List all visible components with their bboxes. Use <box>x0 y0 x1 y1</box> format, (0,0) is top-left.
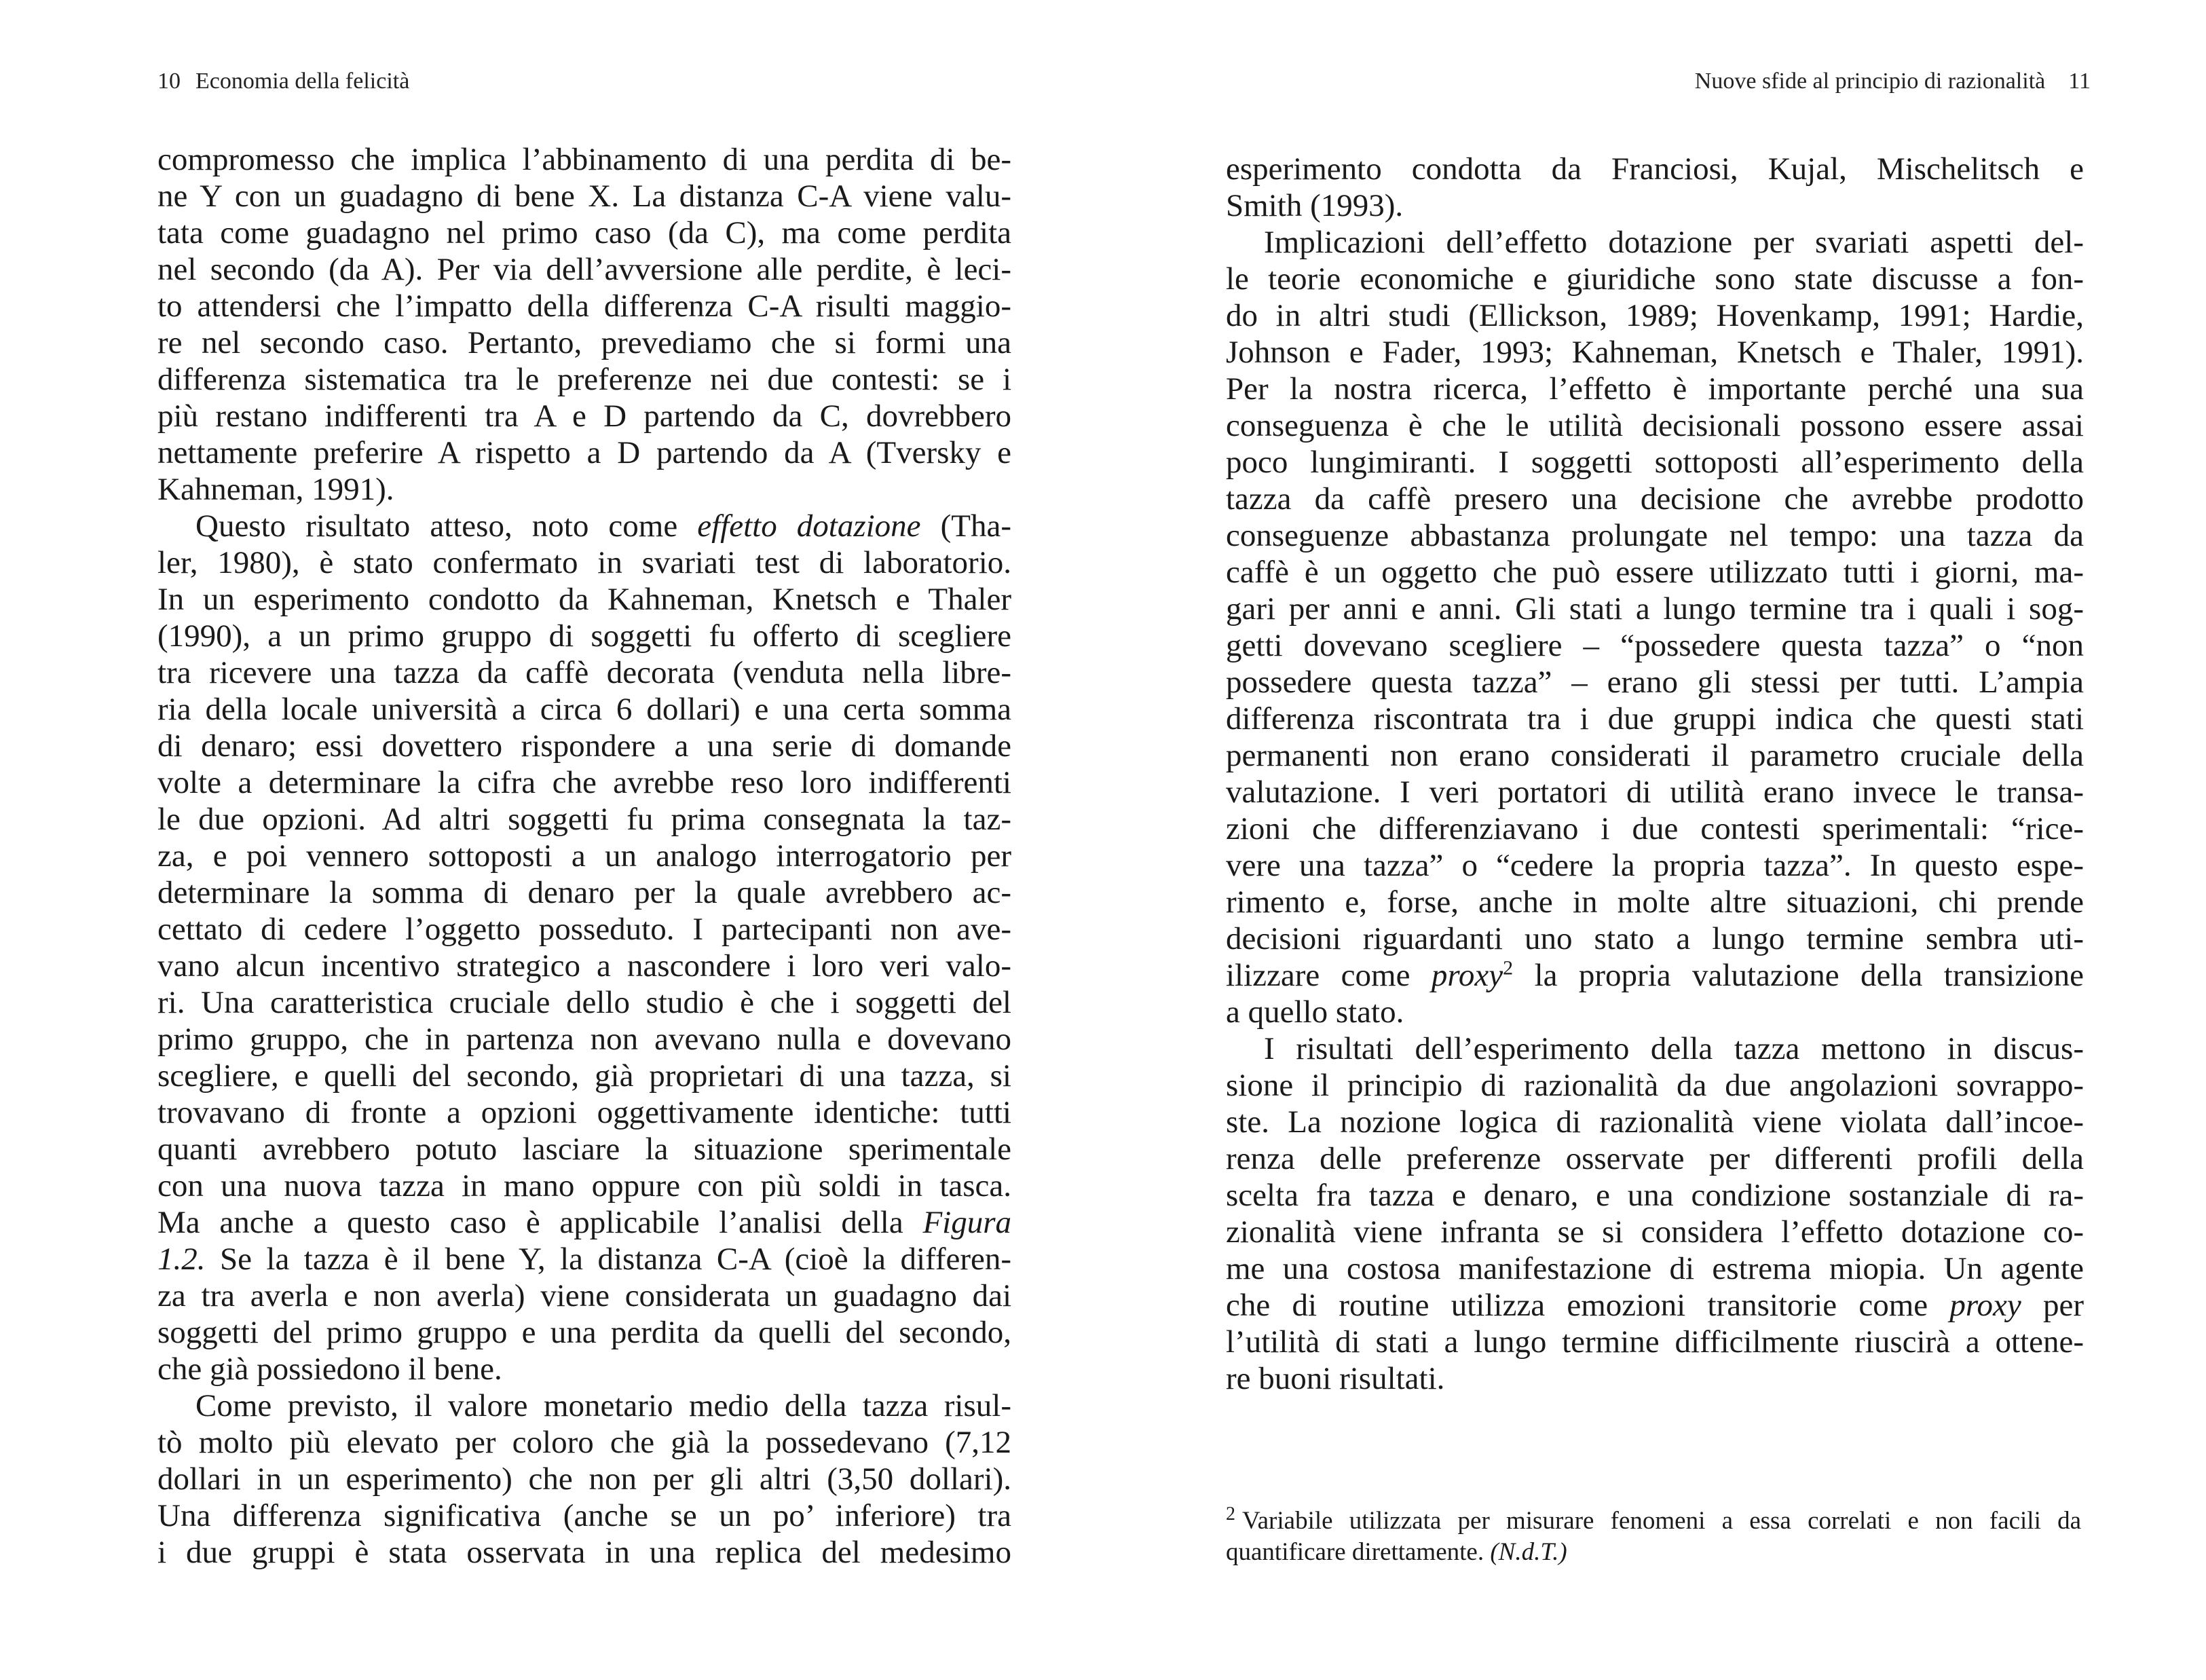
text-line: valutazione. I veri portatori di utilità erano invece le transa- <box>1226 774 2084 810</box>
translator-note: (N.d.T.) <box>1490 1538 1567 1566</box>
footnote-line <box>1226 1503 2081 1537</box>
text-line: renza delle preferenze osservate per differenti profili della <box>1226 1141 2084 1176</box>
text-line: i due gruppi è stata osservata in una replica del medesimo <box>157 1535 1011 1570</box>
text-line: tazza da caffè presero una decisione che avrebbe prodotto <box>1226 481 2084 517</box>
text-line <box>157 1241 1011 1277</box>
text-line: vano alcun incentivo strategico a nascondere i loro veri valo- <box>157 948 1011 984</box>
left-text-block <box>157 141 1011 1571</box>
text-line: za, e poi vennero sottoposti a un analogo interrogatorio per <box>157 838 1011 874</box>
text-line: quanti avrebbero potuto lasciare la situazione sperimentale <box>157 1132 1011 1167</box>
text-line: nel secondo (da A). Per via dell’avversione alle perdite, è leci- <box>157 252 1011 287</box>
text-line: gari per anni e anni. Gli stati a lungo termine tra i quali i sog- <box>1226 591 2084 627</box>
paragraph <box>157 508 1011 1387</box>
footnote-text: quantificare direttamente. <box>1226 1538 1491 1566</box>
text-line: Implicazioni dell’effetto dotazione per svariati aspetti del- <box>1264 225 2084 260</box>
text-line: I risultati dell’esperimento della tazza mettono in discus- <box>1264 1031 2084 1066</box>
text-line: ri. Una caratteristica cruciale dello studio è che i soggetti del <box>157 985 1011 1020</box>
running-head-right <box>1103 68 2091 95</box>
footnote-text: Variabile utilizzata per misurare fenomeni a essa correlati e non facili da <box>1242 1507 2081 1535</box>
text-line: volte a determinare la cifra che avrebbe reso loro indifferenti <box>157 765 1011 800</box>
text-run: ilizzare come <box>1226 958 1432 993</box>
text-line: getti dovevano scegliere – “possedere questa tazza” o “non <box>1226 628 2084 663</box>
text-line: In un esperimento condotto da Kahneman, Knetsch e Thaler <box>157 582 1011 617</box>
italic-term: proxy <box>1949 1288 2021 1323</box>
right-text-block <box>1226 151 2084 1397</box>
text-run: per <box>2021 1288 2084 1323</box>
text-line: decisioni riguardanti uno stato a lungo termine sembra uti- <box>1226 921 2084 956</box>
text-line <box>157 1204 1011 1241</box>
text-line: le teorie economiche e giuridiche sono state discusse a fon- <box>1226 261 2084 297</box>
text-line: za tra averla e non averla) viene considerata un guadagno dai <box>157 1278 1011 1313</box>
text-line: caffè è un oggetto che può essere utilizzato tutti i giorni, ma- <box>1226 555 2084 590</box>
text-line: l’utilità di stati a lungo termine difficilmente riuscirà a ottene- <box>1226 1324 2084 1360</box>
paragraph <box>157 1387 1011 1571</box>
text-line: rimento e, forse, anche in molte altre situazioni, chi prende <box>1226 884 2084 920</box>
text-line: di denaro; essi dovettero rispondere a una serie di domande <box>157 728 1011 764</box>
footnote-marker: 2 <box>1226 1503 1235 1525</box>
text-line: Smith (1993). <box>1226 188 1404 223</box>
text-line: nettamente preferire A rispetto a D partendo da A (Tversky e <box>157 435 1011 470</box>
text-line: Una differenza significativa (anche se un po’ inferiore) tra <box>157 1498 1011 1533</box>
text-run: la propria valutazione della transizione <box>1513 958 2084 993</box>
text-line: Kahneman, 1991). <box>157 472 394 507</box>
text-line: trovavano di fronte a opzioni oggettivamente identiche: tutti <box>157 1095 1011 1130</box>
text-line: sione il principio di razionalità da due angolazioni sovrappo- <box>1226 1068 2084 1103</box>
text-line <box>1226 1287 2084 1324</box>
running-title-left: Economia della felicità <box>195 69 410 94</box>
paragraph <box>1226 224 2084 1030</box>
text-line: scelta fra tazza e denaro, e una condizione sostanziale di ra- <box>1226 1178 2084 1213</box>
text-line: differenza sistematica tra le preferenze nei due contesti: se i <box>157 362 1011 397</box>
italic-term: proxy <box>1431 958 1503 993</box>
right-page <box>1103 0 2206 1680</box>
text-line: cettato di cedere l’oggetto posseduto. I partecipanti non ave- <box>157 912 1011 947</box>
text-line: conseguenze abbastanza prolungate nel tempo: una tazza da <box>1226 518 2084 553</box>
footnote-line <box>1226 1537 2081 1568</box>
text-line: che già possiedono il bene. <box>157 1351 502 1387</box>
paragraph <box>1226 151 2084 224</box>
text-line: compromesso che implica l’abbinamento di una perdita di be- <box>157 142 1011 177</box>
text-line <box>157 508 1011 544</box>
text-line: zionalità viene infranta se si considera l’effetto dotazione co- <box>1226 1214 2084 1250</box>
text-line: esperimento condotta da Franciosi, Kujal, Mischelitsch e <box>1226 151 2084 187</box>
text-line: re buoni risultati. <box>1226 1361 1445 1396</box>
page-number-left: 10 <box>157 69 181 94</box>
text-line <box>1226 957 2084 994</box>
text-line: possedere questa tazza” – erano gli stessi per tutti. L’ampia <box>1226 665 2084 700</box>
text-line: soggetti del primo gruppo e una perdita da quelli del secondo, <box>157 1315 1011 1350</box>
text-line: le due opzioni. Ad altri soggetti fu prima consegnata la taz- <box>157 802 1011 837</box>
text-run: Questo risultato atteso, noto come <box>195 508 698 544</box>
text-line: permanenti non erano considerati il parametro cruciale della <box>1226 738 2084 773</box>
text-line: tata come guadagno nel primo caso (da C), ma come perdita <box>157 215 1011 250</box>
text-line: Johnson e Fader, 1993; Kahneman, Knetsch e Thaler, 1991). <box>1226 335 2084 370</box>
text-line: primo gruppo, che in partenza non avevano nulla e dovevano <box>157 1022 1011 1057</box>
text-line: (1990), a un primo gruppo di soggetti fu offerto di scegliere <box>157 618 1011 654</box>
text-line: re nel secondo caso. Pertanto, prevediamo che si formi una <box>157 325 1011 360</box>
text-line: Per la nostra ricerca, l’effetto è importante perché una sua <box>1226 371 2084 407</box>
text-line: tra ricevere una tazza da caffè decorata (venduta nella libre- <box>157 655 1011 690</box>
text-run: che di routine utilizza emozioni transitorie come <box>1226 1288 1950 1323</box>
text-line: vere una tazza” o “cedere la propria tazza”. In questo espe- <box>1226 848 2084 883</box>
footnote <box>1226 1503 2081 1568</box>
text-run: (Tha- <box>920 508 1011 544</box>
text-run: Ma anche a questo caso è applicabile l’analisi della <box>157 1205 923 1240</box>
footnote-reference[interactable]: 2 <box>1503 956 1514 979</box>
text-line: Come previsto, il valore monetario medio della tazza risul- <box>195 1388 1011 1423</box>
text-line: ria della locale università a circa 6 dollari) e una certa somma <box>157 692 1011 727</box>
running-title-right: Nuove sfide al principio di razionalità <box>1694 69 2046 94</box>
text-line: con una nuova tazza in mano oppure con più soldi in tasca. <box>157 1168 1011 1203</box>
text-line: determinare la somma di denaro per la quale avrebbero ac- <box>157 875 1011 910</box>
text-line: poco lungimiranti. I soggetti sottoposti all’esperimento della <box>1226 445 2084 480</box>
text-line: differenza riscontrata tra i due gruppi indica che questi stati <box>1226 701 2084 736</box>
figure-reference: Figura <box>922 1205 1011 1240</box>
text-line: scegliere, e quelli del secondo, già proprietari di una tazza, si <box>157 1058 1011 1094</box>
paragraph <box>157 141 1011 508</box>
page-number-right: 11 <box>2068 69 2091 94</box>
text-line: ne Y con un guadagno di bene X. La distanza C-A viene valu- <box>157 179 1011 214</box>
text-line: dollari in un esperimento) che non per gli altri (3,50 dollari). <box>157 1461 1011 1497</box>
text-run: Se la tazza è il bene Y, la distanza C-A (cioè la differen- <box>205 1242 1011 1277</box>
text-line: me una costosa manifestazione di estrema miopia. Un agente <box>1226 1251 2084 1286</box>
text-line: tò molto più elevato per coloro che già la possedevano (7,12 <box>157 1425 1011 1460</box>
paragraph <box>1226 1030 2084 1397</box>
text-line: do in altri studi (Ellickson, 1989; Hovenkamp, 1991; Hardie, <box>1226 298 2084 333</box>
running-head-left <box>157 68 409 95</box>
text-line: zioni che differenziavano i due contesti sperimentali: “rice- <box>1226 811 2084 846</box>
text-line: to attendersi che l’impatto della differenza C-A risulti maggio- <box>157 288 1011 324</box>
text-line: a quello stato. <box>1226 994 1404 1030</box>
italic-term: effetto dotazione <box>697 508 921 544</box>
text-line: più restano indifferenti tra A e D partendo da C, dovrebbero <box>157 398 1011 434</box>
text-line: ler, 1980), è stato confermato in svariati test di laboratorio. <box>157 545 1011 580</box>
text-line: conseguenza è che le utilità decisionali possono essere assai <box>1226 408 2084 443</box>
text-line: ste. La nozione logica di razionalità viene violata dall’incoe- <box>1226 1104 2084 1140</box>
figure-reference: 1.2. <box>157 1242 206 1277</box>
